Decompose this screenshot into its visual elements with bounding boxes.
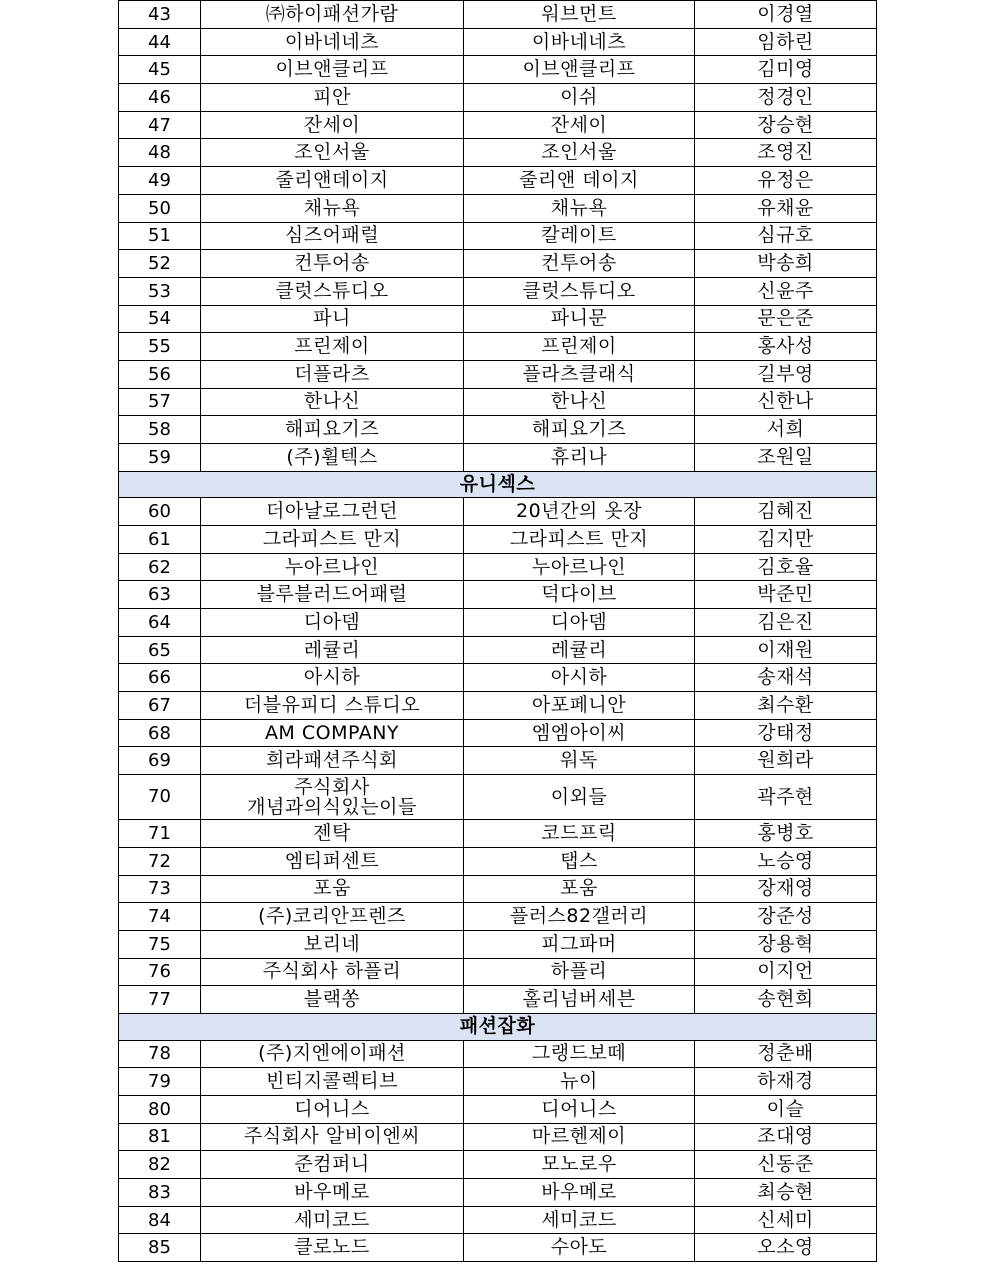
row-number-cell: 83 bbox=[119, 1179, 201, 1207]
row-number-cell: 66 bbox=[119, 664, 201, 692]
representative-name-cell: 서희 bbox=[695, 416, 877, 444]
brand-name-cell: 워브먼트 bbox=[464, 1, 695, 29]
brand-name-cell: 잔세이 bbox=[464, 111, 695, 139]
company-name-cell: AM COMPANY bbox=[201, 719, 464, 747]
row-number-cell: 81 bbox=[119, 1123, 201, 1151]
row-number-cell: 70 bbox=[119, 775, 201, 820]
representative-name-cell: 최승현 bbox=[695, 1179, 877, 1207]
brand-name-cell: 컨투어송 bbox=[464, 250, 695, 278]
table-row bbox=[119, 1040, 877, 1068]
table-row bbox=[119, 847, 877, 875]
row-number-cell: 72 bbox=[119, 847, 201, 875]
company-name-cell: 더아날로그런던 bbox=[201, 498, 464, 526]
table-row bbox=[119, 333, 877, 361]
brand-name-cell: 이바네네츠 bbox=[464, 28, 695, 56]
brand-name-cell: 하플리 bbox=[464, 958, 695, 986]
representative-name-cell: 원희라 bbox=[695, 747, 877, 775]
table-row bbox=[119, 444, 877, 472]
row-number-cell: 85 bbox=[119, 1234, 201, 1262]
representative-name-cell: 오소영 bbox=[695, 1234, 877, 1262]
row-number-cell: 61 bbox=[119, 525, 201, 553]
representative-name-cell: 박준민 bbox=[695, 581, 877, 609]
company-name-cell: 그라피스트 만지 bbox=[201, 525, 464, 553]
brand-name-cell: 포움 bbox=[464, 875, 695, 903]
row-number-cell: 80 bbox=[119, 1095, 201, 1123]
representative-name-cell: 홍사성 bbox=[695, 333, 877, 361]
representative-name-cell: 이슬 bbox=[695, 1095, 877, 1123]
company-name-cell: 엠티퍼센트 bbox=[201, 847, 464, 875]
representative-name-cell: 조영진 bbox=[695, 139, 877, 167]
representative-name-cell: 장준성 bbox=[695, 903, 877, 931]
table-row bbox=[119, 1068, 877, 1096]
representative-name-cell: 김혜진 bbox=[695, 498, 877, 526]
brand-name-cell: 그라피스트 만지 bbox=[464, 525, 695, 553]
table-row bbox=[119, 56, 877, 84]
representative-name-cell: 김호율 bbox=[695, 553, 877, 581]
table-row bbox=[119, 194, 877, 222]
representative-name-cell: 장승현 bbox=[695, 111, 877, 139]
brand-name-cell: 줄리앤 데이지 bbox=[464, 167, 695, 195]
table-row bbox=[119, 747, 877, 775]
brand-name-cell: 이외들 bbox=[464, 775, 695, 820]
representative-name-cell: 최수환 bbox=[695, 692, 877, 720]
representative-name-cell: 김미영 bbox=[695, 56, 877, 84]
table-row bbox=[119, 986, 877, 1014]
row-number-cell: 43 bbox=[119, 1, 201, 29]
table-row bbox=[119, 636, 877, 664]
table-row bbox=[119, 222, 877, 250]
brand-name-cell: 뉴이 bbox=[464, 1068, 695, 1096]
representative-name-cell: 길부영 bbox=[695, 360, 877, 388]
row-number-cell: 67 bbox=[119, 692, 201, 720]
row-number-cell: 44 bbox=[119, 28, 201, 56]
representative-name-cell: 김지만 bbox=[695, 525, 877, 553]
row-number-cell: 48 bbox=[119, 139, 201, 167]
brand-name-cell: 플라츠클래식 bbox=[464, 360, 695, 388]
brand-name-cell: 탭스 bbox=[464, 847, 695, 875]
representative-name-cell: 조원일 bbox=[695, 444, 877, 472]
table-row bbox=[119, 1, 877, 29]
company-name-cell: 포움 bbox=[201, 875, 464, 903]
brand-name-cell: 워독 bbox=[464, 747, 695, 775]
representative-name-cell: 문은준 bbox=[695, 305, 877, 333]
representative-name-cell: 강태정 bbox=[695, 719, 877, 747]
representative-name-cell: 신세미 bbox=[695, 1206, 877, 1234]
row-number-cell: 73 bbox=[119, 875, 201, 903]
row-number-cell: 69 bbox=[119, 747, 201, 775]
company-name-cell: 피안 bbox=[201, 84, 464, 112]
table-row bbox=[119, 525, 877, 553]
representative-name-cell: 김은진 bbox=[695, 609, 877, 637]
company-name-cell: 더블유피디 스튜디오 bbox=[201, 692, 464, 720]
brand-name-cell: 덕다이브 bbox=[464, 581, 695, 609]
table-row bbox=[119, 581, 877, 609]
brand-name-cell: 코드프릭 bbox=[464, 820, 695, 848]
representative-name-cell: 장용혁 bbox=[695, 930, 877, 958]
company-name-cell: 디어니스 bbox=[201, 1095, 464, 1123]
representative-name-cell: 정춘배 bbox=[695, 1040, 877, 1068]
row-number-cell: 46 bbox=[119, 84, 201, 112]
company-name-cell: 빈티지콜렉티브 bbox=[201, 1068, 464, 1096]
table-row bbox=[119, 1206, 877, 1234]
brand-name-cell: 마르헨제이 bbox=[464, 1123, 695, 1151]
participant-table-page bbox=[118, 0, 876, 1262]
table-row bbox=[119, 84, 877, 112]
table-row bbox=[119, 277, 877, 305]
table-row bbox=[119, 1151, 877, 1179]
row-number-cell: 78 bbox=[119, 1040, 201, 1068]
brand-name-cell: 수아도 bbox=[464, 1234, 695, 1262]
table-row bbox=[119, 388, 877, 416]
table-row bbox=[119, 775, 877, 820]
company-name-cell: 세미코드 bbox=[201, 1206, 464, 1234]
table-row bbox=[119, 498, 877, 526]
row-number-cell: 47 bbox=[119, 111, 201, 139]
row-number-cell: 54 bbox=[119, 305, 201, 333]
company-name-cell: 조인서울 bbox=[201, 139, 464, 167]
row-number-cell: 60 bbox=[119, 498, 201, 526]
company-name-cell: 보리네 bbox=[201, 930, 464, 958]
table-row bbox=[119, 167, 877, 195]
representative-name-cell: 유채윤 bbox=[695, 194, 877, 222]
company-name-cell: 이브앤클리프 bbox=[201, 56, 464, 84]
row-number-cell: 63 bbox=[119, 581, 201, 609]
brand-name-cell: 디어니스 bbox=[464, 1095, 695, 1123]
representative-name-cell: 곽주현 bbox=[695, 775, 877, 820]
row-number-cell: 45 bbox=[119, 56, 201, 84]
company-name-cell: 블루블러드어패럴 bbox=[201, 581, 464, 609]
brand-name-cell: 조인서울 bbox=[464, 139, 695, 167]
brand-name-cell: 바우메로 bbox=[464, 1179, 695, 1207]
company-name-cell: 컨투어송 bbox=[201, 250, 464, 278]
table-row bbox=[119, 28, 877, 56]
brand-name-cell: 해피요기즈 bbox=[464, 416, 695, 444]
representative-name-cell: 임하린 bbox=[695, 28, 877, 56]
company-name-cell: 프린제이 bbox=[201, 333, 464, 361]
row-number-cell: 76 bbox=[119, 958, 201, 986]
table-row bbox=[119, 111, 877, 139]
brand-name-cell: 이쉬 bbox=[464, 84, 695, 112]
section-title: 유니섹스 bbox=[119, 471, 877, 498]
brand-name-cell: 플러스82갤러리 bbox=[464, 903, 695, 931]
brand-name-cell: 휴리나 bbox=[464, 444, 695, 472]
table-row bbox=[119, 139, 877, 167]
table-row bbox=[119, 305, 877, 333]
company-name-cell: 한나신 bbox=[201, 388, 464, 416]
company-name-cell: 채뉴욕 bbox=[201, 194, 464, 222]
representative-name-cell: 박송희 bbox=[695, 250, 877, 278]
row-number-cell: 65 bbox=[119, 636, 201, 664]
row-number-cell: 84 bbox=[119, 1206, 201, 1234]
representative-name-cell: 송현희 bbox=[695, 986, 877, 1014]
row-number-cell: 74 bbox=[119, 903, 201, 931]
row-number-cell: 62 bbox=[119, 553, 201, 581]
table-row bbox=[119, 692, 877, 720]
row-number-cell: 59 bbox=[119, 444, 201, 472]
company-name-cell: 누아르나인 bbox=[201, 553, 464, 581]
table-row bbox=[119, 1095, 877, 1123]
section-header-row bbox=[119, 471, 877, 498]
table-row bbox=[119, 250, 877, 278]
representative-name-cell: 신동준 bbox=[695, 1151, 877, 1179]
table-row bbox=[119, 958, 877, 986]
row-number-cell: 51 bbox=[119, 222, 201, 250]
brand-name-cell: 아시하 bbox=[464, 664, 695, 692]
representative-name-cell: 이지언 bbox=[695, 958, 877, 986]
row-number-cell: 49 bbox=[119, 167, 201, 195]
representative-name-cell: 이재원 bbox=[695, 636, 877, 664]
brand-name-cell: 누아르나인 bbox=[464, 553, 695, 581]
table-row bbox=[119, 553, 877, 581]
company-name-cell: (주)코리안프렌즈 bbox=[201, 903, 464, 931]
company-name-cell: 주식회사 알비이엔씨 bbox=[201, 1123, 464, 1151]
row-number-cell: 71 bbox=[119, 820, 201, 848]
representative-name-cell: 노승영 bbox=[695, 847, 877, 875]
company-name-cell: 준컴퍼니 bbox=[201, 1151, 464, 1179]
table-row bbox=[119, 1179, 877, 1207]
brand-name-cell: 피그파머 bbox=[464, 930, 695, 958]
company-name-cell: 파니 bbox=[201, 305, 464, 333]
company-name-cell: 바우메로 bbox=[201, 1179, 464, 1207]
brand-name-cell: 모노로우 bbox=[464, 1151, 695, 1179]
company-name-cell: 디아뎀 bbox=[201, 609, 464, 637]
representative-name-cell: 장재영 bbox=[695, 875, 877, 903]
brand-name-cell: 클럿스튜디오 bbox=[464, 277, 695, 305]
table-row bbox=[119, 416, 877, 444]
brand-name-cell: 그랭드보떼 bbox=[464, 1040, 695, 1068]
brand-name-cell: 프린제이 bbox=[464, 333, 695, 361]
row-number-cell: 68 bbox=[119, 719, 201, 747]
representative-name-cell: 조대영 bbox=[695, 1123, 877, 1151]
representative-name-cell: 유정은 bbox=[695, 167, 877, 195]
company-name-cell: 클로노드 bbox=[201, 1234, 464, 1262]
brand-name-cell: 파니문 bbox=[464, 305, 695, 333]
company-name-cell: (주)휠텍스 bbox=[201, 444, 464, 472]
table-body bbox=[119, 1, 877, 1262]
brand-name-cell: 칼레이트 bbox=[464, 222, 695, 250]
company-name-cell: 블랙쏭 bbox=[201, 986, 464, 1014]
company-name-cell: 레큘리 bbox=[201, 636, 464, 664]
company-name-cell: 아시하 bbox=[201, 664, 464, 692]
brand-name-cell: 디아뎀 bbox=[464, 609, 695, 637]
company-name-cell: 주식회사 하플리 bbox=[201, 958, 464, 986]
company-name-cell: 심즈어패럴 bbox=[201, 222, 464, 250]
row-number-cell: 53 bbox=[119, 277, 201, 305]
table-row bbox=[119, 820, 877, 848]
brand-name-cell: 엠엠아이씨 bbox=[464, 719, 695, 747]
representative-name-cell: 하재경 bbox=[695, 1068, 877, 1096]
brand-name-cell: 세미코드 bbox=[464, 1206, 695, 1234]
table-row bbox=[119, 360, 877, 388]
company-name-cell: 이바네네츠 bbox=[201, 28, 464, 56]
representative-name-cell: 홍병호 bbox=[695, 820, 877, 848]
company-name-cell: ㈜하이패션가람 bbox=[201, 1, 464, 29]
participant-table bbox=[118, 0, 877, 1262]
row-number-cell: 77 bbox=[119, 986, 201, 1014]
row-number-cell: 82 bbox=[119, 1151, 201, 1179]
table-row bbox=[119, 1123, 877, 1151]
table-row bbox=[119, 930, 877, 958]
table-row bbox=[119, 875, 877, 903]
table-row bbox=[119, 1234, 877, 1262]
brand-name-cell: 채뉴욕 bbox=[464, 194, 695, 222]
company-name-cell: 희라패션주식회 bbox=[201, 747, 464, 775]
company-name-cell: 줄리앤데이지 bbox=[201, 167, 464, 195]
table-row bbox=[119, 664, 877, 692]
representative-name-cell: 심규호 bbox=[695, 222, 877, 250]
company-name-cell: 더플라츠 bbox=[201, 360, 464, 388]
section-title: 패션잡화 bbox=[119, 1013, 877, 1040]
brand-name-cell: 이브앤클리프 bbox=[464, 56, 695, 84]
brand-name-cell: 한나신 bbox=[464, 388, 695, 416]
company-name-cell: 해피요기즈 bbox=[201, 416, 464, 444]
company-name-cell: 주식회사 개념과의식있는이들 bbox=[201, 775, 464, 820]
brand-name-cell: 20년간의 옷장 bbox=[464, 498, 695, 526]
section-header-row bbox=[119, 1013, 877, 1040]
company-name-cell: (주)지엔에이패션 bbox=[201, 1040, 464, 1068]
company-name-cell: 잔세이 bbox=[201, 111, 464, 139]
brand-name-cell: 레큘리 bbox=[464, 636, 695, 664]
representative-name-cell: 신윤주 bbox=[695, 277, 877, 305]
brand-name-cell: 홀리넘버세븐 bbox=[464, 986, 695, 1014]
row-number-cell: 52 bbox=[119, 250, 201, 278]
company-name-cell: 클럿스튜디오 bbox=[201, 277, 464, 305]
row-number-cell: 58 bbox=[119, 416, 201, 444]
brand-name-cell: 아포페니안 bbox=[464, 692, 695, 720]
row-number-cell: 50 bbox=[119, 194, 201, 222]
table-row bbox=[119, 719, 877, 747]
row-number-cell: 57 bbox=[119, 388, 201, 416]
representative-name-cell: 송재석 bbox=[695, 664, 877, 692]
row-number-cell: 55 bbox=[119, 333, 201, 361]
representative-name-cell: 정경인 bbox=[695, 84, 877, 112]
row-number-cell: 64 bbox=[119, 609, 201, 637]
table-row bbox=[119, 903, 877, 931]
table-row bbox=[119, 609, 877, 637]
row-number-cell: 56 bbox=[119, 360, 201, 388]
company-name-cell: 젠탁 bbox=[201, 820, 464, 848]
row-number-cell: 75 bbox=[119, 930, 201, 958]
row-number-cell: 79 bbox=[119, 1068, 201, 1096]
representative-name-cell: 신한나 bbox=[695, 388, 877, 416]
representative-name-cell: 이경열 bbox=[695, 1, 877, 29]
